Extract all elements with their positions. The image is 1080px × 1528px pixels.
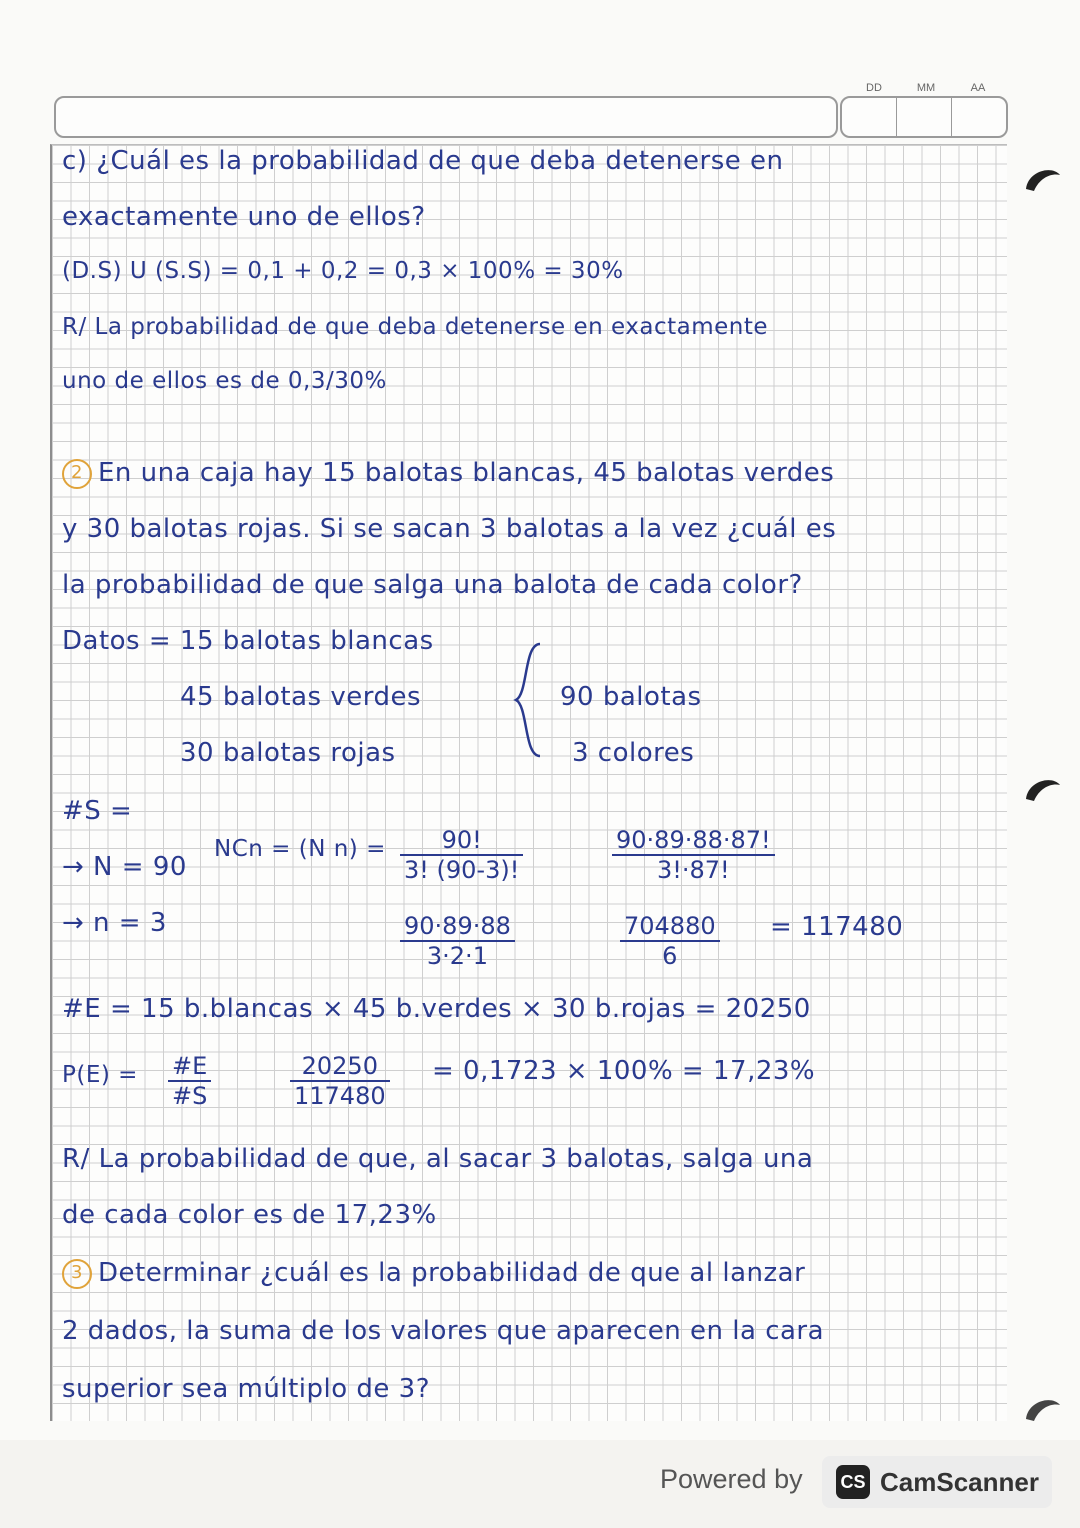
fraction-expanded [612, 826, 775, 884]
fraction-expanded-top: 90·89·88·87! [612, 826, 775, 856]
fraction-factorial-top: 90! [400, 826, 523, 856]
fraction-product-top: 90·89·88 [400, 912, 515, 942]
binder-hole-icon [1022, 1395, 1062, 1425]
camscanner-brand: CamScanner [880, 1466, 1039, 1497]
binder-hole-icon [1022, 775, 1062, 805]
q3-number-badge: 3 [62, 1259, 92, 1289]
powered-by-text: Powered by [660, 1464, 803, 1494]
fraction-simplified-top: 704880 [620, 912, 720, 942]
pe-label: P(E) = [62, 1062, 138, 1088]
fraction-factorial-bottom: 3! (90-3)! [404, 856, 520, 884]
q2-line2: y 30 balotas rojas. Si se sacan 3 balotas a la vez ¿cuál es [62, 514, 837, 544]
q3-line2: 2 dados, la suma de los valores que aparecen en la cara [62, 1316, 825, 1346]
q2-line1-text: En una caja hay 15 balotas blancas, 45 balotas verdes [98, 458, 835, 488]
fraction-expanded-bottom: 3!·87! [656, 856, 730, 884]
pe-fraction-top: #E [168, 1052, 211, 1082]
q3-line1 [62, 1258, 805, 1289]
datos-line1: Datos = 15 balotas blancas [62, 626, 434, 656]
q3-line1-text: Determinar ¿cuál es la probabilidad de que al lanzar [98, 1258, 806, 1288]
date-label-mm: MM [916, 82, 936, 94]
part-c-answer-line1: R/ La probabilidad de que deba detenerse en exactamente [62, 314, 768, 340]
fraction-factorial [400, 826, 523, 884]
part-c-question-line1: c) ¿Cuál es la probabilidad de que deba detenerse en [62, 146, 784, 176]
fraction-product [400, 912, 515, 970]
ncn-label: NCn = (N n) = [214, 836, 386, 862]
total-colores: 3 colores [572, 738, 695, 768]
date-cell-mm [897, 98, 952, 136]
event-count-line: #E = 15 b.blancas × 45 b.verdes × 30 b.rojas = 20250 [62, 994, 811, 1024]
sample-space-result: = 117480 [770, 912, 904, 942]
part-c-answer-line2: uno de ellos es de 0,3/30% [62, 368, 387, 394]
n-big: → N = 90 [62, 852, 187, 882]
date-label-dd: DD [866, 82, 882, 94]
q3-line3: superior sea múltiplo de 3? [62, 1374, 430, 1404]
n-small: → n = 3 [62, 908, 167, 938]
date-cell-aa [952, 98, 1006, 136]
q2-answer-line1: R/ La probabilidad de que, al sacar 3 balotas, salga una [62, 1144, 814, 1174]
pe-numeric-top: 20250 [290, 1052, 390, 1082]
part-c-calculation: (D.S) U (S.S) = 0,1 + 0,2 = 0,3 × 100% = 30% [62, 258, 624, 284]
date-label-aa: AA [970, 82, 986, 94]
sample-space-label: #S = [62, 796, 133, 826]
camscanner-badge [822, 1456, 1052, 1508]
q2-answer-line2: de cada color es de 17,23% [62, 1200, 437, 1230]
total-balotas: 90 balotas [560, 682, 702, 712]
pe-fraction-bottom: #S [172, 1082, 208, 1110]
camscanner-logo-icon: CS [836, 1465, 870, 1499]
date-cell-dd [842, 98, 897, 136]
part-c-question-line2: exactamente uno de ellos? [62, 202, 426, 232]
fraction-simplified [620, 912, 720, 970]
fraction-simplified-bottom: 6 [662, 942, 678, 970]
fraction-product-bottom: 3·2·1 [426, 942, 488, 970]
name-field [54, 96, 838, 138]
binder-hole-icon [1022, 165, 1062, 195]
date-box [840, 96, 1008, 138]
pe-numeric-fraction [290, 1052, 390, 1110]
pe-numeric-bottom: 117480 [294, 1082, 386, 1110]
brace-icon [510, 640, 550, 760]
q2-line3: la probabilidad de que salga una balota de cada color? [62, 570, 803, 600]
date-labels [848, 82, 1004, 94]
pe-symbolic-fraction [168, 1052, 211, 1110]
datos-line3: 30 balotas rojas [180, 738, 396, 768]
q2-number-badge: 2 [62, 459, 92, 489]
datos-line2: 45 balotas verdes [180, 682, 422, 712]
q2-line1 [62, 458, 834, 489]
pe-result: = 0,1723 × 100% = 17,23% [432, 1056, 816, 1086]
